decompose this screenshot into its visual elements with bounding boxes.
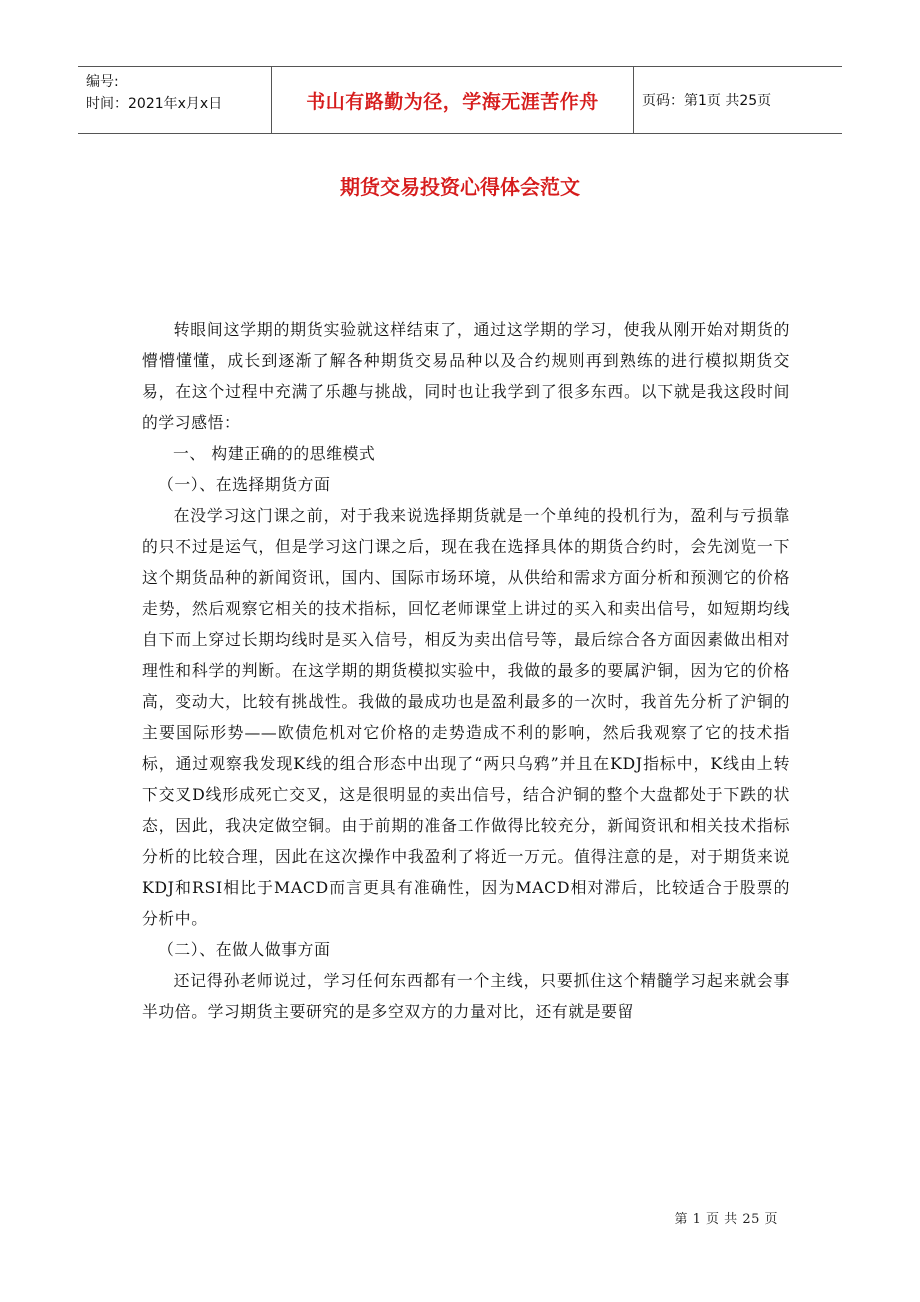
header-page-cell: [634, 67, 842, 133]
document-time: 时间：2021年x月x日: [86, 96, 223, 112]
document-number-label: 编号:: [86, 74, 119, 90]
paragraph-futures-selection: 在没学习这门课之前，对于我来说选择期货就是一个单纯的投机行为，盈利与亏损靠的只不过是运气，但是学习这门课之后，现在我在选择具体的期货合约时，会先浏览一下这个期货品种的新闻资讯，国内、国际市场环境，从供给和需求方面分析和预测它的价格走势，然后观察它相关的技术指标，回忆老师课堂上讲过的买入和卖出信号，如短期均线自下而上穿过长期均线时是买入信号，相反为卖出信号等，最后综合各方面因素做出相对理性和科学的判断。在这学期的期货模拟实验中，我做的最多的要属沪铜，因为它的价格高，变动大，比较有挑战性。我做的最成功也是盈利最多的一次时，我首先分析了沪铜的主要国际形势——欧债危机对它价格的走势造成不利的影响，然后我观察了它的技术指标，通过观察我发现K线的组合形态中出现了“两只乌鸦”并且在KDJ指标中，K线由上转下交叉D线形成死亡交叉，这是很明显的卖出信号，结合沪铜的整个大盘都处于下跌的状态，因此，我决定做空铜。由于前期的准备工作做得比较充分，新闻资讯和相关技术指标分析的比较合理，因此在这次操作中我盈利了将近一万元。值得注意的是，对于期货来说KDJ和RSI相比于MACD而言更具有准确性，因为MACD相对滞后，比较适合于股票的分析中。: [142, 506, 790, 928]
subsection-heading-1: （一）、在选择期货方面: [158, 475, 331, 494]
header-meta: [78, 67, 272, 133]
paragraph-conduct: 还记得孙老师说过，学习任何东西都有一个主线，只要抓住这个精髓学习起来就会事半功倍。学习期货主要研究的是多空双方的力量对比，还有就是要留: [142, 971, 790, 1021]
page-header: [78, 66, 842, 134]
header-motto-cell: [272, 67, 634, 133]
header-motto: 书山有路勤为径，学海无涯苦作舟: [306, 90, 599, 113]
section-heading-1: 一、 构建正确的的思维模式: [173, 444, 376, 463]
paragraph-intro: 转眼间这学期的期货实验就这样结束了，通过这学期的学习，使我从刚开始对期货的懵懵懂懂，成长到逐渐了解各种期货交易品种以及合约规则再到熟练的进行模拟期货交易，在这个过程中充满了乐趣与挑战，同时也让我学到了很多东西。以下就是我这段时间的学习感悟：: [142, 320, 790, 432]
header-page-info: 页码：第1页 共25页: [642, 93, 772, 109]
subsection-heading-2: （二）、在做人做事方面: [158, 940, 331, 959]
page-footer: 第 1 页 共 25 页: [674, 1212, 778, 1227]
document-body: [142, 314, 790, 1027]
document-title: 期货交易投资心得体会范文: [340, 175, 580, 199]
